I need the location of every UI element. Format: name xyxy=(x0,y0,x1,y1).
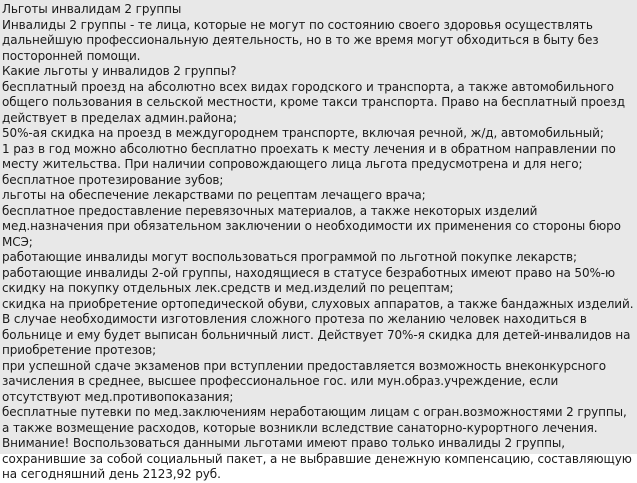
benefit-item: работающие инвалиды могут воспользоваться программой по льготной покупке лекарств; xyxy=(2,250,577,264)
benefit-item: при успешной сдаче экзаменов при вступлении предоставляется возможность внеконкурсного зачисления в среднее, высшее профессиональное гос. или мун.образ.учреждение, если отсутствуют мед.противопоказания; xyxy=(2,358,606,404)
benefit-item: бесплатное протезирование зубов; xyxy=(2,172,224,187)
benefit-item: 1 раз в год можно абсолютно бесплатно проехать к месту лечения и в обратном направлении по месту жительства. При наличии сопровождающего лица льгота предусмотрена и для него; xyxy=(2,141,616,171)
benefit-item: бесплатное предоставление перевязочных материалов, а также некоторых изделий мед.назначения при обязательном заключении о необходимости их применения со стороны бюро МСЭ; xyxy=(2,203,621,249)
benefit-item: скидка на приобретение ортопедической обуви, слуховых аппаратов, а также бандажных изделий. В случае необходимости изготовления сложного протеза по желанию человек находиться в больнице и ему будет выписан больничный лист. Действует 70%-я скидка для детей-инвалидов на приобретение протезов; xyxy=(2,296,634,357)
benefit-item: работающие инвалиды 2-ой группы, находящиеся в статусе безработных имеют право на 50%-ю скидку на покупку отдельных лек.средств и мед.изделий по рецептам; xyxy=(2,265,616,295)
notice-paragraph: Внимание! Воспользоваться данными льготами имеют право только инвалиды 2 группы, сохранившие за собой социальный пакет, а не выбравшие денежную компенсацию, составляющую на сегодняшний день 2123,92 руб. xyxy=(2,436,632,481)
benefit-item: бесплатные путевки по мед.заключениям неработающим лицам с огран.возможностями 2 группы, а также возмещение расходов, которые возникли вследствие санаторно-курортного лечения. xyxy=(2,405,627,435)
benefit-item: 50%-ая скидка на проезд в междугороднем транспорте, включая речной, ж/д, автомобильный; xyxy=(2,126,604,140)
document-title: Льготы инвалидам 2 группы xyxy=(2,2,182,16)
question-heading: Какие льготы у инвалидов 2 группы? xyxy=(2,64,237,78)
definition-paragraph: Инвалиды 2 группы - те лица, которые не могут по состоянию своего здоровья осуществлять дальнейшую профессиональную деятельность, но в то же время могут обходиться в быту без посторонней помощи. xyxy=(2,17,599,63)
benefit-item: бесплатный проезд на абсолютно всех видах городского и транспорта, а также автомобильного общего пользования в сельской местности, кроме такси транспорта. Право на бесплатный проезд действует в пределах админ.района; xyxy=(2,79,625,125)
benefit-item: льготы на обеспечение лекарствами по рецептам лечащего врача; xyxy=(2,188,426,202)
